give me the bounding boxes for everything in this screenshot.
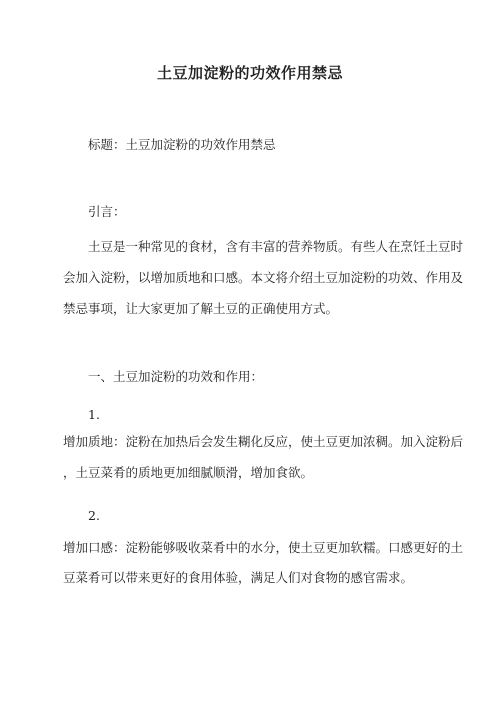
intro-line: 会加入淀粉，以增加质地和口感。本文将介绍土豆加淀粉的功效、作用及 bbox=[63, 270, 464, 285]
item-number: 1. bbox=[88, 407, 100, 422]
item-number: 2. bbox=[88, 508, 100, 523]
intro-label: 引言： bbox=[88, 204, 126, 219]
intro-line: 土豆是一种常见的食材，含有丰富的营养物质。有些人在烹饪土豆时 bbox=[88, 239, 464, 254]
document-title: 土豆加淀粉的功效作用禁忌 bbox=[156, 64, 343, 82]
heading-label: 标题：土豆加淀粉的功效作用禁忌 bbox=[88, 137, 276, 152]
section-heading: 一、土豆加淀粉的功效和作用： bbox=[88, 369, 264, 384]
item-line: 豆菜肴可以带来更好的食用体验，满足人们对食物的感官需求。 bbox=[63, 570, 414, 585]
item-line: ，土豆菜肴的质地更加细腻顺滑，增加食欲。 bbox=[63, 465, 314, 480]
item-line: 增加质地：淀粉在加热后会发生糊化反应，使土豆更加浓稠。加入淀粉后 bbox=[63, 434, 464, 449]
intro-line: 禁忌事项，让大家更加了解土豆的正确使用方式。 bbox=[63, 301, 339, 316]
item-line: 增加口感：淀粉能够吸收菜肴中的水分，使土豆更加软糯。口感更好的土 bbox=[63, 540, 464, 555]
